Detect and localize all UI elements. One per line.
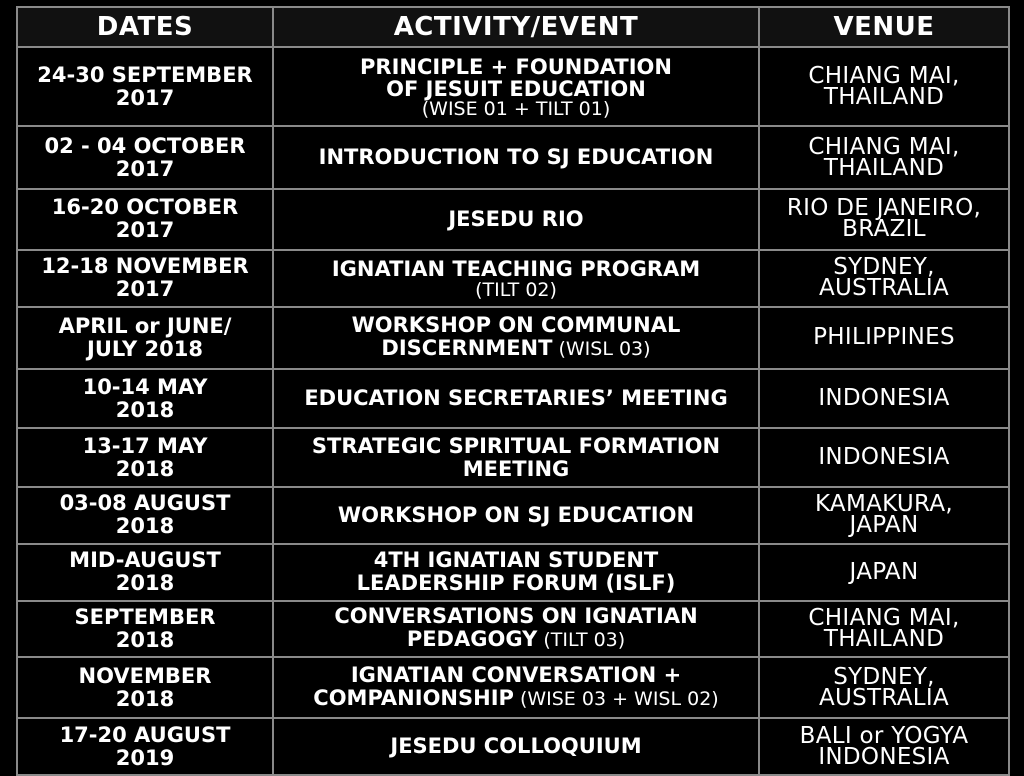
table-row bbox=[17, 307, 1009, 370]
date-year: 2018 bbox=[115, 627, 175, 652]
venue-cell bbox=[759, 126, 1009, 189]
date-cell bbox=[17, 47, 273, 126]
venue-line: PHILIPPINES bbox=[813, 324, 955, 351]
activity-cell bbox=[273, 428, 759, 487]
date-year: JULY 2018 bbox=[87, 336, 203, 361]
activity-cell bbox=[273, 718, 759, 775]
date-year: 2018 bbox=[115, 514, 175, 539]
date-year: 2019 bbox=[115, 745, 175, 770]
activity-line: WORKSHOP ON COMMUNAL bbox=[351, 313, 681, 338]
activity-cell bbox=[273, 487, 759, 544]
venue-line: THAILAND bbox=[823, 83, 945, 110]
header-activity: ACTIVITY/EVENT bbox=[273, 7, 759, 47]
date-cell bbox=[17, 544, 273, 601]
venue-line: KAMAKURA, bbox=[814, 491, 954, 518]
venue-cell bbox=[759, 657, 1009, 718]
activity-cell bbox=[273, 544, 759, 601]
venue-line: THAILAND bbox=[823, 154, 945, 181]
activity-note: (TILT 03) bbox=[537, 629, 626, 652]
date-cell bbox=[17, 428, 273, 487]
date-line: SEPTEMBER bbox=[74, 604, 216, 629]
activity-line: EDUCATION SECRETARIES’ MEETING bbox=[304, 386, 728, 411]
venue-cell bbox=[759, 307, 1009, 370]
venue-line: CHIANG MAI, bbox=[808, 133, 960, 160]
date-year: 2018 bbox=[115, 456, 175, 481]
venue-line: SYDNEY, bbox=[833, 254, 935, 281]
table-row bbox=[17, 601, 1009, 658]
date-year: 2017 bbox=[115, 156, 175, 181]
table-row bbox=[17, 369, 1009, 428]
activity-line: IGNATIAN TEACHING PROGRAM bbox=[331, 256, 701, 281]
venue-line: JAPAN bbox=[849, 558, 919, 585]
date-cell bbox=[17, 126, 273, 189]
date-year: 2017 bbox=[115, 218, 175, 243]
date-line: 24-30 SEPTEMBER bbox=[37, 62, 253, 87]
activity-cell bbox=[273, 307, 759, 370]
date-cell bbox=[17, 250, 273, 307]
header-dates: DATES bbox=[17, 7, 273, 47]
header-row bbox=[17, 7, 1009, 47]
date-year: 2018 bbox=[115, 397, 175, 422]
activity-line: STRATEGIC SPIRITUAL FORMATION bbox=[311, 433, 721, 458]
activity-note: (TILT 02) bbox=[475, 278, 557, 301]
date-cell bbox=[17, 657, 273, 718]
venue-cell bbox=[759, 47, 1009, 126]
date-cell bbox=[17, 487, 273, 544]
date-year: 2017 bbox=[115, 85, 175, 110]
activity-cell bbox=[273, 47, 759, 126]
activity-cell bbox=[273, 189, 759, 250]
date-line: 17-20 AUGUST bbox=[59, 722, 231, 747]
date-line: MID-AUGUST bbox=[69, 548, 221, 573]
date-line: 16-20 OCTOBER bbox=[51, 195, 239, 220]
venue-cell bbox=[759, 487, 1009, 544]
venue-line: JAPAN bbox=[849, 512, 919, 539]
date-year: 2018 bbox=[115, 571, 175, 596]
venue-cell bbox=[759, 428, 1009, 487]
activity-line: INTRODUCTION TO SJ EDUCATION bbox=[318, 145, 714, 169]
venue-line: INDONESIA bbox=[818, 444, 950, 471]
activity-cell bbox=[273, 601, 759, 658]
venue-line: BRAZIL bbox=[842, 216, 926, 243]
venue-cell bbox=[759, 250, 1009, 307]
schedule-table bbox=[16, 6, 1010, 776]
venue-cell bbox=[759, 369, 1009, 428]
activity-line: LEADERSHIP FORUM (ISLF) bbox=[356, 571, 676, 596]
activity-cell bbox=[273, 369, 759, 428]
table-row bbox=[17, 189, 1009, 250]
activity-line: DISCERNMENT bbox=[381, 336, 553, 361]
date-line: 12-18 NOVEMBER bbox=[41, 254, 249, 279]
activity-line: OF JESUIT EDUCATION bbox=[386, 76, 646, 101]
date-cell bbox=[17, 718, 273, 775]
table-row bbox=[17, 657, 1009, 718]
table-row bbox=[17, 544, 1009, 601]
activity-line: JESEDU RIO bbox=[448, 206, 584, 231]
venue-line: CHIANG MAI, bbox=[808, 62, 960, 89]
activity-line: MEETING bbox=[462, 456, 570, 481]
activity-note: (WISE 03 + WISL 02) bbox=[513, 688, 719, 711]
venue-cell bbox=[759, 601, 1009, 658]
activity-line: JESEDU COLLOQUIUM bbox=[390, 734, 642, 759]
date-cell bbox=[17, 189, 273, 250]
activity-note: (WISE 01 + TILT 01) bbox=[421, 97, 611, 120]
venue-line: AUSTRALIA bbox=[818, 275, 950, 302]
venue-line: AUSTRALIA bbox=[818, 684, 950, 711]
table-row bbox=[17, 718, 1009, 775]
activity-cell bbox=[273, 657, 759, 718]
date-year: 2017 bbox=[115, 277, 175, 302]
venue-cell bbox=[759, 544, 1009, 601]
activity-line: PRINCIPLE + FOUNDATION bbox=[360, 54, 672, 79]
date-cell bbox=[17, 307, 273, 370]
table-row bbox=[17, 428, 1009, 487]
activity-note: (WISL 03) bbox=[552, 338, 651, 361]
activity-line: 4TH IGNATIAN STUDENT bbox=[373, 548, 659, 573]
table-row bbox=[17, 126, 1009, 189]
venue-line: BALI or YOGYA bbox=[799, 722, 969, 749]
table-row bbox=[17, 250, 1009, 307]
venue-line: INDONESIA bbox=[818, 743, 950, 770]
venue-cell bbox=[759, 718, 1009, 775]
venue-line: SYDNEY, bbox=[833, 663, 935, 690]
date-cell bbox=[17, 369, 273, 428]
date-line: 10-14 MAY bbox=[82, 374, 208, 399]
date-line: 02 - 04 OCTOBER bbox=[44, 133, 246, 158]
date-line: 03-08 AUGUST bbox=[59, 491, 231, 516]
activity-line: IGNATIAN CONVERSATION + bbox=[350, 663, 682, 688]
date-line: NOVEMBER bbox=[78, 663, 212, 688]
date-line: 13-17 MAY bbox=[82, 433, 208, 458]
date-year: 2018 bbox=[115, 686, 175, 711]
activity-line: WORKSHOP ON SJ EDUCATION bbox=[337, 502, 695, 527]
table-row bbox=[17, 487, 1009, 544]
activity-line: PEDAGOGY bbox=[406, 627, 538, 652]
activity-cell bbox=[273, 250, 759, 307]
date-cell bbox=[17, 601, 273, 658]
activity-line: COMPANIONSHIP bbox=[313, 686, 514, 711]
venue-line: INDONESIA bbox=[818, 385, 950, 412]
activity-line: CONVERSATIONS ON IGNATIAN bbox=[334, 604, 698, 629]
activity-cell bbox=[273, 126, 759, 189]
date-line: APRIL or JUNE/ bbox=[58, 313, 232, 338]
table-row bbox=[17, 47, 1009, 126]
header-venue: VENUE bbox=[759, 7, 1009, 47]
venue-line: CHIANG MAI, bbox=[808, 604, 960, 631]
venue-line: THAILAND bbox=[823, 625, 945, 652]
venue-line: RIO DE JANEIRO, bbox=[786, 195, 982, 222]
venue-cell bbox=[759, 189, 1009, 250]
